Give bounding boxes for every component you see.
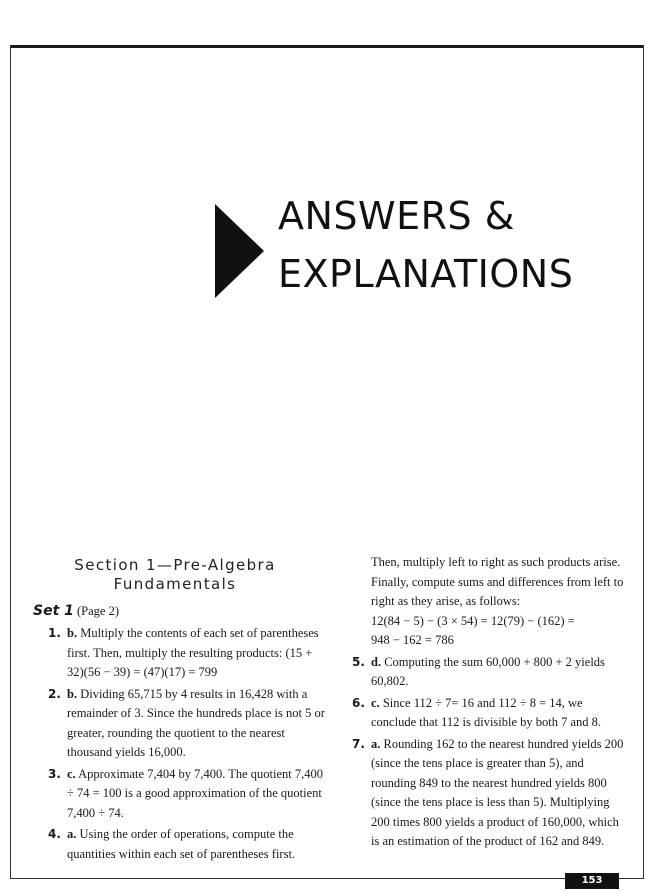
item-text: Multiply the contents of each set of parentheses first. Then, multiply the resulting products: (15 + 32)(56 − 39) = (47)(17) = 799 [67,626,319,679]
right-column [352,553,628,854]
answer-item [352,735,628,852]
item-answer: a. [67,827,77,841]
chapter-heading [278,187,573,303]
set-page-ref: (Page 2) [77,604,120,618]
answer-item [48,765,328,824]
equation-line-1: 12(84 − 5) − (3 × 54) = 12(79) − (162) = [371,613,575,628]
item-text: Rounding 162 to the nearest hundred yields 200 (since the tens place is greater than 5), and rounding 849 to the nearest hundred yields 800 (since the tens place is less than 5). Multiplying 200 times 800 yields a product of 160,000, which is an estimation of the product of 162 and 849. [371,736,624,848]
heading-line-2: EXPLANATIONS [278,252,574,296]
answer-item [352,653,628,692]
item-text: Approximate 7,404 by 7,400. The quotient 7,400 ÷ 74 = 100 is a good approximation of the quotient 7,400 ÷ 74. [67,766,324,820]
answer-item [352,694,628,733]
section-title-line-1: Section 1—Pre-Algebra [74,556,276,574]
item-answer: b. [67,686,78,701]
section-title-line-2: Fundamentals [113,575,237,593]
item-number: 6. [352,695,365,710]
item-text: Using the order of operations, compute the quantities within each set of parentheses first. [67,827,296,861]
item-number: 2. [48,686,61,701]
item-text: Dividing 65,715 by 4 results in 16,428 with a remainder of 3. Since the hundreds place is not 5 or greater, rounding the quotient to the nearest thousand yields 16,000. [67,686,325,759]
item-answer: a. [371,736,381,751]
equation-line-2: 948 − 162 = 786 [371,633,454,647]
item-number: 1. [48,626,61,640]
item-answer: b. [67,626,78,640]
item-answer: c. [67,766,76,781]
left-column [48,624,328,866]
item-number: 4. [48,827,61,841]
heading-line-1: ANSWERS & [278,194,515,238]
item-answer: c. [371,695,380,710]
item-text: Since 112 ÷ 7= 16 and 112 ÷ 8 = 14, we conclude that 112 is divisible by both 7 and 8. [371,695,602,729]
item-text: Computing the sum 60,000 + 800 + 2 yields 60,802. [371,654,605,688]
item-answer: d. [371,654,382,669]
item-number: 3. [48,766,61,781]
set-heading [33,603,119,619]
triangle-arrow-icon [215,204,264,298]
page-number: 153 [565,873,619,889]
section-title [58,556,292,594]
bottom-rule [10,878,643,879]
item-number: 5. [352,654,365,669]
answer-item [48,685,328,763]
item-number: 7. [352,736,365,751]
set-label: Set 1 [33,603,74,619]
answer-item [48,825,328,864]
answer-item [48,624,328,683]
continuation-text: Then, multiply left to right as such products arise. Finally, compute sums and differences from left to right as they arise, as follows: [371,555,624,608]
